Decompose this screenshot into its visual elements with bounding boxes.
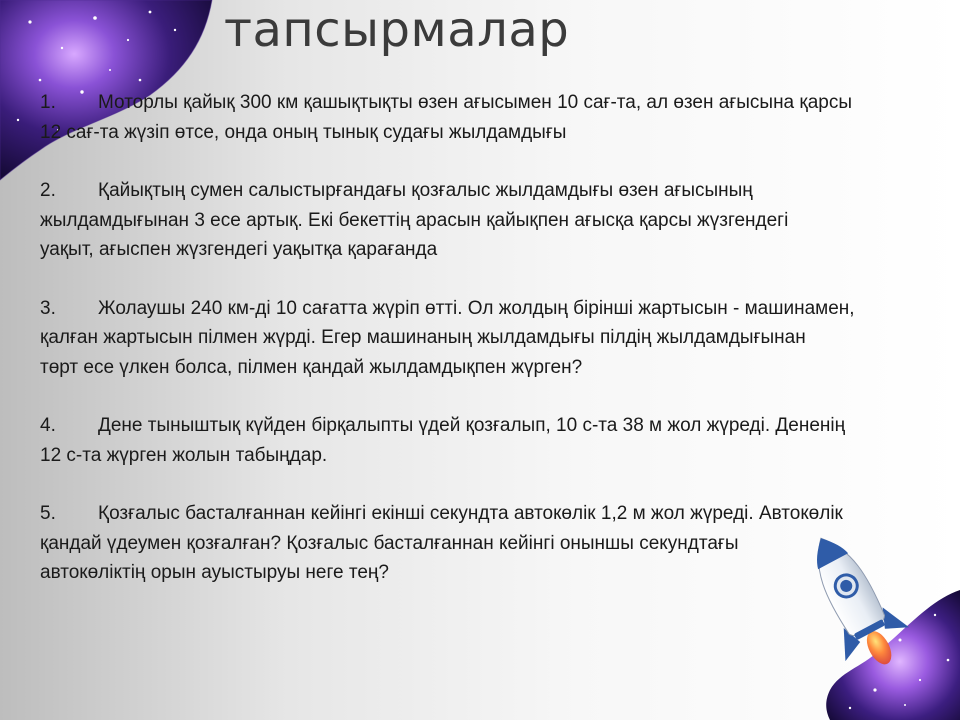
- task-line: Моторлы қайық 300 км қашықтықты өзен ағысымен 10 сағ-та, ал өзен ағысына қарсы: [98, 92, 853, 113]
- task-5: [40, 499, 960, 588]
- task-number: 4.: [40, 415, 56, 436]
- task-line: қандай үдеумен қозғалған? Қозғалыс басталғаннан кейінгі оныншы секундтағы: [40, 532, 739, 554]
- task-3: [40, 294, 960, 383]
- task-1: [40, 88, 960, 147]
- task-line: 12 с-та жүрген жолын табыңдар.: [40, 444, 328, 466]
- task-number: 5.: [40, 503, 56, 524]
- task-line: Қайықтың сумен салыстырғандағы қозғалыс жылдамдығы өзен ағысының: [98, 180, 753, 201]
- task-line: 12 сағ-та жүзіп өтсе, онда оның тынық судағы жылдамдығы: [40, 121, 567, 143]
- page-title: тапсырмалар: [224, 2, 570, 58]
- task-2: [40, 176, 960, 265]
- task-number: 1.: [40, 92, 56, 113]
- task-line: Жолаушы 240 км-ді 10 сағатта жүріп өтті. Ол жолдың бірінші жартысын - машинамен,: [98, 297, 855, 319]
- task-number: 2.: [40, 180, 56, 201]
- task-4: [40, 411, 960, 470]
- task-number: 3.: [40, 297, 56, 319]
- task-line: қалған жартысын пілмен жүрді. Егер машинаның жылдамдығы пілдің жылдамдығынан: [40, 327, 806, 348]
- task-line: уақыт, ағыспен жүзгендегі уақытқа қарағанда: [40, 239, 438, 260]
- task-list: [40, 88, 960, 617]
- task-line: төрт есе үлкен болса, пілмен қандай жылдамдықпен жүрген?: [40, 356, 583, 378]
- task-line: жылдамдығынан 3 есе артық. Екі бекеттің арасын қайықпен ағысқа қарсы жүзгендегі: [40, 209, 789, 231]
- task-line: Қозғалыс басталғаннан кейінгі екінші секундта автокөлік 1,2 м жол жүреді. Автокөлік: [98, 503, 843, 524]
- task-line: Дене тыныштық күйден бірқалыпты үдей қозғалып, 10 с-та 38 м жол жүреді. Дененің: [98, 415, 846, 436]
- task-line: автокөліктің орын ауыстыруы неге тең?: [40, 562, 389, 583]
